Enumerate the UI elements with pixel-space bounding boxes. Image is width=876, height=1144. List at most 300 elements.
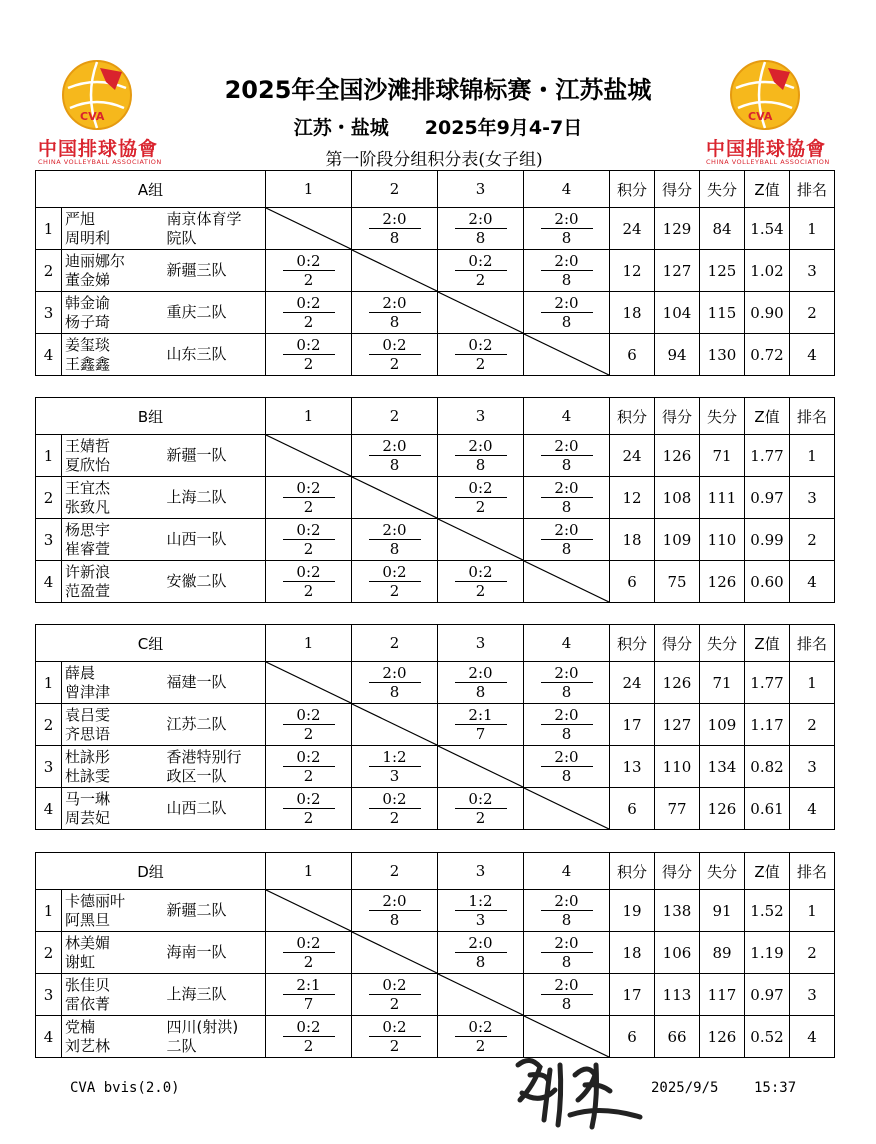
match-points: 2 bbox=[303, 313, 314, 331]
software-version: CVA bvis(2.0) bbox=[70, 1080, 180, 1096]
points-value: 13 bbox=[610, 746, 655, 788]
player-names bbox=[62, 208, 167, 250]
team-number: 1 bbox=[36, 890, 62, 932]
points-value: 18 bbox=[610, 519, 655, 561]
self-match-cell bbox=[266, 662, 352, 704]
team-number: 1 bbox=[36, 662, 62, 704]
match-points: 8 bbox=[561, 498, 572, 516]
opponent-column-header: 2 bbox=[352, 398, 438, 435]
points-value: 12 bbox=[610, 477, 655, 519]
team-name-line: 四川(射洪) bbox=[166, 1017, 239, 1036]
match-result-cell bbox=[438, 208, 524, 250]
team-name-line: 新疆二队 bbox=[166, 901, 227, 919]
match-points: 8 bbox=[389, 683, 400, 701]
match-score: 2:0 bbox=[369, 294, 421, 313]
match-points: 8 bbox=[561, 995, 572, 1013]
diagonal-line bbox=[266, 890, 351, 931]
diagonal-line bbox=[266, 208, 351, 249]
conceded-value: 110 bbox=[700, 519, 745, 561]
team-number: 3 bbox=[36, 746, 62, 788]
scored-value: 106 bbox=[655, 932, 700, 974]
match-points: 8 bbox=[561, 683, 572, 701]
conceded-value: 84 bbox=[700, 208, 745, 250]
match-points: 2 bbox=[389, 995, 400, 1013]
player-names bbox=[62, 519, 167, 561]
team-name-line: 江苏二队 bbox=[166, 715, 227, 733]
event-location: 江苏・盐城 bbox=[293, 117, 389, 139]
opponent-column-header: 3 bbox=[438, 171, 524, 208]
self-match-cell bbox=[438, 519, 524, 561]
team-row bbox=[36, 519, 835, 561]
rank-value: 1 bbox=[790, 435, 835, 477]
team-row bbox=[36, 250, 835, 292]
scored-header: 得分 bbox=[655, 853, 700, 890]
opponent-column-header: 2 bbox=[352, 171, 438, 208]
match-points: 8 bbox=[561, 456, 572, 474]
match-score: 2:0 bbox=[541, 706, 593, 725]
points-value: 6 bbox=[610, 788, 655, 830]
conceded-value: 109 bbox=[700, 704, 745, 746]
scored-value: 113 bbox=[655, 974, 700, 1016]
player-name: 董金娣 bbox=[65, 270, 111, 289]
points-header: 积分 bbox=[610, 625, 655, 662]
svg-text:CVA: CVA bbox=[748, 110, 773, 123]
diagonal-line bbox=[438, 292, 523, 333]
match-score: 0:2 bbox=[369, 563, 421, 582]
diagonal-line bbox=[524, 561, 609, 602]
conceded-value: 91 bbox=[700, 890, 745, 932]
self-match-cell bbox=[438, 746, 524, 788]
z-value: 1.19 bbox=[745, 932, 790, 974]
diagonal-line bbox=[352, 932, 437, 973]
player-name: 张致凡 bbox=[65, 497, 111, 516]
conceded-header: 失分 bbox=[700, 853, 745, 890]
team-number: 3 bbox=[36, 519, 62, 561]
match-points: 2 bbox=[303, 725, 314, 743]
group-table bbox=[35, 397, 835, 603]
scored-header: 得分 bbox=[655, 398, 700, 435]
z-value: 0.82 bbox=[745, 746, 790, 788]
team-name-line: 山西二队 bbox=[166, 799, 227, 817]
match-score: 0:2 bbox=[283, 294, 335, 313]
team-name-line: 政区一队 bbox=[166, 766, 227, 785]
match-score: 2:1 bbox=[455, 706, 507, 725]
diagonal-line bbox=[438, 974, 523, 1015]
match-score: 1:2 bbox=[369, 748, 421, 767]
team-number: 2 bbox=[36, 250, 62, 292]
match-score: 0:2 bbox=[283, 521, 335, 540]
player-name: 周芸妃 bbox=[65, 808, 111, 827]
team-row bbox=[36, 704, 835, 746]
diagonal-line bbox=[266, 435, 351, 476]
conceded-value: 126 bbox=[700, 788, 745, 830]
team-row bbox=[36, 435, 835, 477]
match-result-cell bbox=[352, 208, 438, 250]
scored-value: 126 bbox=[655, 435, 700, 477]
points-value: 24 bbox=[610, 208, 655, 250]
match-score: 2:0 bbox=[369, 664, 421, 683]
team-number: 4 bbox=[36, 788, 62, 830]
z-value: 0.60 bbox=[745, 561, 790, 603]
match-score: 2:0 bbox=[541, 664, 593, 683]
scored-value: 129 bbox=[655, 208, 700, 250]
match-points: 8 bbox=[389, 229, 400, 247]
team-name bbox=[167, 746, 266, 788]
match-points: 2 bbox=[475, 355, 486, 373]
match-score: 0:2 bbox=[283, 748, 335, 767]
match-result-cell bbox=[524, 519, 610, 561]
match-score: 2:0 bbox=[369, 210, 421, 229]
scored-value: 110 bbox=[655, 746, 700, 788]
player-name: 刘艺林 bbox=[65, 1036, 111, 1055]
scored-value: 127 bbox=[655, 250, 700, 292]
match-result-cell bbox=[524, 662, 610, 704]
match-score: 0:2 bbox=[455, 479, 507, 498]
match-points: 8 bbox=[561, 229, 572, 247]
self-match-cell bbox=[438, 292, 524, 334]
player-name: 王婧哲 bbox=[65, 436, 111, 455]
team-number: 4 bbox=[36, 334, 62, 376]
z-value: 0.52 bbox=[745, 1016, 790, 1058]
match-score: 0:2 bbox=[283, 934, 335, 953]
opponent-column-header: 3 bbox=[438, 398, 524, 435]
team-name-line: 二队 bbox=[166, 1036, 197, 1055]
player-name: 齐思语 bbox=[65, 724, 111, 743]
player-name: 严旭 bbox=[65, 209, 96, 228]
match-result-cell bbox=[266, 932, 352, 974]
rank-header: 排名 bbox=[790, 398, 835, 435]
match-result-cell bbox=[352, 435, 438, 477]
scored-header: 得分 bbox=[655, 625, 700, 662]
points-value: 18 bbox=[610, 292, 655, 334]
z-value: 0.61 bbox=[745, 788, 790, 830]
rank-value: 4 bbox=[790, 561, 835, 603]
match-score: 2:0 bbox=[455, 664, 507, 683]
match-score: 0:2 bbox=[283, 336, 335, 355]
rank-value: 2 bbox=[790, 704, 835, 746]
team-row bbox=[36, 292, 835, 334]
rank-value: 4 bbox=[790, 334, 835, 376]
match-score: 0:2 bbox=[283, 563, 335, 582]
match-result-cell bbox=[352, 519, 438, 561]
self-match-cell bbox=[352, 250, 438, 292]
team-number: 3 bbox=[36, 974, 62, 1016]
match-points: 8 bbox=[475, 229, 486, 247]
scored-value: 109 bbox=[655, 519, 700, 561]
match-points: 8 bbox=[389, 540, 400, 558]
team-name bbox=[167, 334, 266, 376]
match-result-cell bbox=[438, 662, 524, 704]
match-score: 2:0 bbox=[541, 976, 593, 995]
rank-value: 3 bbox=[790, 746, 835, 788]
z-value: 0.72 bbox=[745, 334, 790, 376]
team-name bbox=[167, 208, 266, 250]
match-result-cell bbox=[438, 890, 524, 932]
diagonal-line bbox=[438, 519, 523, 560]
match-score: 2:0 bbox=[455, 437, 507, 456]
team-name bbox=[167, 932, 266, 974]
signature-image bbox=[500, 1045, 660, 1135]
match-result-cell bbox=[524, 292, 610, 334]
match-result-cell bbox=[524, 208, 610, 250]
match-points: 2 bbox=[475, 582, 486, 600]
match-score: 2:1 bbox=[283, 976, 335, 995]
scored-value: 138 bbox=[655, 890, 700, 932]
match-result-cell bbox=[266, 704, 352, 746]
opponent-column-header: 4 bbox=[524, 625, 610, 662]
match-points: 8 bbox=[561, 953, 572, 971]
self-match-cell bbox=[352, 477, 438, 519]
match-points: 2 bbox=[475, 1037, 486, 1055]
player-names bbox=[62, 561, 167, 603]
logo-chinese-name: 中国排球協會 bbox=[706, 138, 827, 160]
team-name bbox=[167, 890, 266, 932]
team-name-line: 上海三队 bbox=[166, 985, 227, 1003]
match-result-cell bbox=[352, 788, 438, 830]
match-result-cell bbox=[266, 561, 352, 603]
match-result-cell bbox=[524, 477, 610, 519]
match-points: 8 bbox=[561, 313, 572, 331]
rank-value: 1 bbox=[790, 208, 835, 250]
player-name: 杜詠雯 bbox=[65, 766, 111, 785]
match-score: 2:0 bbox=[541, 210, 593, 229]
match-score: 2:0 bbox=[369, 521, 421, 540]
match-points: 2 bbox=[303, 355, 314, 373]
svg-text:CVA: CVA bbox=[80, 110, 105, 123]
rank-value: 2 bbox=[790, 292, 835, 334]
scored-value: 126 bbox=[655, 662, 700, 704]
rank-header: 排名 bbox=[790, 853, 835, 890]
scored-value: 77 bbox=[655, 788, 700, 830]
match-score: 0:2 bbox=[369, 336, 421, 355]
match-points: 2 bbox=[303, 540, 314, 558]
conceded-value: 126 bbox=[700, 561, 745, 603]
match-score: 0:2 bbox=[369, 790, 421, 809]
match-result-cell bbox=[352, 662, 438, 704]
match-score: 0:2 bbox=[369, 976, 421, 995]
player-names bbox=[62, 662, 167, 704]
points-value: 18 bbox=[610, 932, 655, 974]
match-points: 2 bbox=[303, 582, 314, 600]
self-match-cell bbox=[266, 435, 352, 477]
conceded-value: 115 bbox=[700, 292, 745, 334]
team-name-line: 上海二队 bbox=[166, 488, 227, 506]
z-value: 1.17 bbox=[745, 704, 790, 746]
match-score: 0:2 bbox=[455, 252, 507, 271]
player-name: 马一琳 bbox=[65, 789, 111, 808]
match-score: 2:0 bbox=[369, 437, 421, 456]
match-score: 2:0 bbox=[455, 934, 507, 953]
opponent-column-header: 1 bbox=[266, 853, 352, 890]
rank-value: 3 bbox=[790, 477, 835, 519]
player-names bbox=[62, 746, 167, 788]
player-names bbox=[62, 250, 167, 292]
diagonal-line bbox=[352, 477, 437, 518]
match-points: 7 bbox=[303, 995, 314, 1013]
z-value: 1.02 bbox=[745, 250, 790, 292]
player-name: 林美媚 bbox=[65, 933, 111, 952]
print-time: 15:37 bbox=[754, 1080, 797, 1096]
player-name: 曾津津 bbox=[65, 682, 111, 701]
match-result-cell bbox=[352, 334, 438, 376]
group-name: B组 bbox=[36, 398, 266, 435]
self-match-cell bbox=[352, 932, 438, 974]
logo-chinese-name: 中国排球協會 bbox=[38, 138, 159, 160]
team-name bbox=[167, 974, 266, 1016]
conceded-value: 134 bbox=[700, 746, 745, 788]
match-result-cell bbox=[524, 746, 610, 788]
match-result-cell bbox=[438, 334, 524, 376]
player-name: 张佳贝 bbox=[65, 975, 111, 994]
team-name bbox=[167, 292, 266, 334]
player-name: 王鑫鑫 bbox=[65, 354, 111, 373]
match-result-cell bbox=[266, 250, 352, 292]
player-name: 袁吕雯 bbox=[65, 705, 111, 724]
player-name: 杨思宇 bbox=[65, 520, 111, 539]
player-names bbox=[62, 435, 167, 477]
match-result-cell bbox=[438, 250, 524, 292]
page-title: 2025年全国沙滩排球锦标赛・江苏盐城 bbox=[224, 76, 652, 104]
match-points: 2 bbox=[303, 953, 314, 971]
conceded-value: 126 bbox=[700, 1016, 745, 1058]
match-score: 1:2 bbox=[455, 892, 507, 911]
match-result-cell bbox=[438, 932, 524, 974]
rank-header: 排名 bbox=[790, 625, 835, 662]
match-result-cell bbox=[524, 932, 610, 974]
group-name: C组 bbox=[36, 625, 266, 662]
match-score: 0:2 bbox=[283, 479, 335, 498]
team-name-line: 山东三队 bbox=[166, 345, 227, 363]
player-name: 韩金谕 bbox=[65, 293, 111, 312]
match-score: 2:0 bbox=[541, 479, 593, 498]
match-result-cell bbox=[438, 435, 524, 477]
self-match-cell bbox=[266, 208, 352, 250]
player-names bbox=[62, 477, 167, 519]
team-row bbox=[36, 477, 835, 519]
team-name bbox=[167, 662, 266, 704]
match-score: 0:2 bbox=[455, 336, 507, 355]
match-points: 3 bbox=[389, 767, 400, 785]
self-match-cell bbox=[524, 788, 610, 830]
player-names bbox=[62, 334, 167, 376]
self-match-cell bbox=[524, 334, 610, 376]
match-points: 2 bbox=[475, 809, 486, 827]
points-value: 6 bbox=[610, 1016, 655, 1058]
event-dates: 2025年9月4-7日 bbox=[424, 117, 583, 139]
team-row bbox=[36, 334, 835, 376]
points-header: 积分 bbox=[610, 398, 655, 435]
match-points: 8 bbox=[475, 683, 486, 701]
conceded-value: 125 bbox=[700, 250, 745, 292]
opponent-column-header: 2 bbox=[352, 853, 438, 890]
points-header: 积分 bbox=[610, 853, 655, 890]
opponent-column-header: 1 bbox=[266, 625, 352, 662]
match-points: 2 bbox=[475, 271, 486, 289]
diagonal-line bbox=[524, 334, 609, 375]
opponent-column-header: 1 bbox=[266, 398, 352, 435]
match-points: 8 bbox=[389, 911, 400, 929]
z-value: 1.77 bbox=[745, 435, 790, 477]
match-score: 0:2 bbox=[455, 563, 507, 582]
event-subtitle bbox=[0, 113, 876, 140]
team-number: 3 bbox=[36, 292, 62, 334]
match-result-cell bbox=[524, 974, 610, 1016]
player-name: 阿黑旦 bbox=[65, 910, 111, 929]
conceded-value: 117 bbox=[700, 974, 745, 1016]
match-score: 2:0 bbox=[369, 892, 421, 911]
self-match-cell bbox=[352, 704, 438, 746]
team-name bbox=[167, 788, 266, 830]
scored-header: 得分 bbox=[655, 171, 700, 208]
match-score: 0:2 bbox=[283, 790, 335, 809]
match-result-cell bbox=[524, 435, 610, 477]
match-score: 2:0 bbox=[541, 252, 593, 271]
match-points: 2 bbox=[389, 809, 400, 827]
conceded-value: 89 bbox=[700, 932, 745, 974]
team-name-line: 南京体育学 bbox=[166, 209, 242, 228]
player-names bbox=[62, 788, 167, 830]
match-points: 8 bbox=[475, 953, 486, 971]
match-points: 2 bbox=[389, 1037, 400, 1055]
match-result-cell bbox=[352, 890, 438, 932]
team-number: 2 bbox=[36, 932, 62, 974]
match-score: 0:2 bbox=[283, 1018, 335, 1037]
z-value: 0.99 bbox=[745, 519, 790, 561]
match-result-cell bbox=[438, 704, 524, 746]
player-name: 薛晨 bbox=[65, 663, 96, 682]
match-points: 2 bbox=[303, 767, 314, 785]
match-points: 2 bbox=[303, 271, 314, 289]
match-points: 2 bbox=[303, 498, 314, 516]
scored-value: 75 bbox=[655, 561, 700, 603]
match-result-cell bbox=[352, 292, 438, 334]
team-name-line: 山西一队 bbox=[166, 530, 227, 548]
player-name: 崔睿萱 bbox=[65, 539, 111, 558]
opponent-column-header: 4 bbox=[524, 853, 610, 890]
match-result-cell bbox=[352, 974, 438, 1016]
team-number: 4 bbox=[36, 561, 62, 603]
match-result-cell bbox=[266, 1016, 352, 1058]
match-points: 8 bbox=[561, 767, 572, 785]
match-points: 8 bbox=[561, 271, 572, 289]
match-points: 2 bbox=[389, 582, 400, 600]
team-name-line: 福建一队 bbox=[166, 673, 227, 691]
player-names bbox=[62, 1016, 167, 1058]
group-name: A组 bbox=[36, 171, 266, 208]
points-value: 17 bbox=[610, 704, 655, 746]
z-value: 0.97 bbox=[745, 477, 790, 519]
z-value: 0.97 bbox=[745, 974, 790, 1016]
player-names bbox=[62, 932, 167, 974]
team-row bbox=[36, 932, 835, 974]
z-header: Z值 bbox=[745, 853, 790, 890]
z-value: 1.54 bbox=[745, 208, 790, 250]
match-score: 2:0 bbox=[541, 294, 593, 313]
player-name: 杜詠彤 bbox=[65, 747, 111, 766]
match-result-cell bbox=[524, 890, 610, 932]
team-number: 2 bbox=[36, 704, 62, 746]
team-row bbox=[36, 890, 835, 932]
team-number: 1 bbox=[36, 435, 62, 477]
points-value: 24 bbox=[610, 435, 655, 477]
match-score: 0:2 bbox=[283, 706, 335, 725]
scored-value: 127 bbox=[655, 704, 700, 746]
points-value: 24 bbox=[610, 662, 655, 704]
match-points: 2 bbox=[389, 355, 400, 373]
match-result-cell bbox=[266, 292, 352, 334]
player-name: 许新浪 bbox=[65, 562, 111, 581]
opponent-column-header: 2 bbox=[352, 625, 438, 662]
